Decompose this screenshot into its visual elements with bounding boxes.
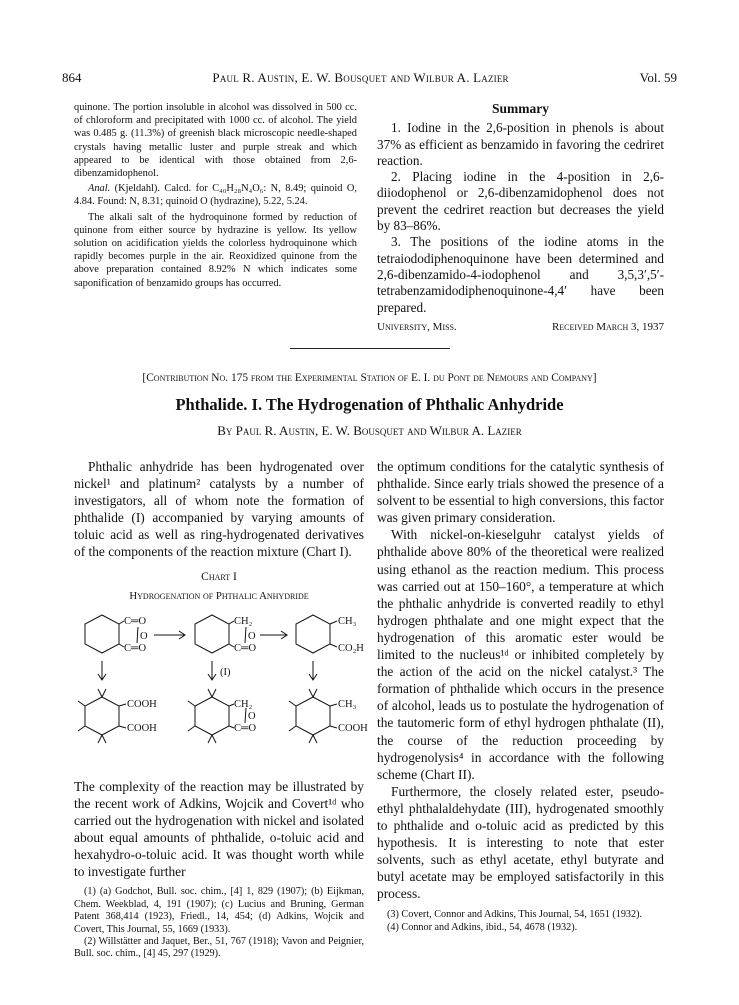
label-cooh-bottom: COOH <box>127 722 157 734</box>
contribution-note: [Contribution No. 175 from the Experimental Station of E. I. du Pont de Nemours and Company] <box>142 372 597 384</box>
summary-item-3: 3. The positions of the iodine atoms in the tetraiododiphenoquinone have been determined and 2,6-dibenzamido-4-iodophenol and 3,5,3′,5′-tetrabenzamidodiphenoquinone-4,4′ have been prepared. <box>377 234 664 315</box>
summary-item-1: 1. Iodine in the 2,6-position in phenols is about 37% as efficient as benzamido in favoring the cedriret reaction. <box>377 120 664 168</box>
page-number: 864 <box>62 70 82 85</box>
label-ch2-1: CH₂ <box>234 615 253 627</box>
label-o-2: O <box>248 630 256 642</box>
ring-hexahydro-1 <box>85 697 119 735</box>
ring-hexahydro-2 <box>195 697 229 735</box>
label-co-bottom-1: C═O <box>124 642 147 654</box>
affiliation: University, Miss. <box>377 320 457 333</box>
catalyst-paragraph: With nickel-on-kieselguhr catalyst yields of phthalide above 80% of the theoretical were realized using ethanol as the reaction medium. This process was carried out at 150–160°, a temperature at which the phthalic anhydride is converted readily to ethyl hydrogen phthalate and one might expect that the hydrogenation of this aromatic ester would be limited to the nucleus¹ᵈ or inhibited completely by the action of the acid on the nickel catalyst.³ The formation of phthalide which occurs in the presence of alcohol, leads us to postulate the hydrogenation of the tautomeric form of ethyl hydrogen phthalate (II), the course of the reduction proceeding by hydrogenolysis⁴ in accordance with the following scheme (Chart II). <box>377 527 664 782</box>
ring-hexahydro-3 <box>296 697 330 735</box>
label-co-bottom-3: C═O <box>234 722 257 734</box>
label-ch3-1: CH₃ <box>338 615 357 627</box>
section-divider <box>290 348 450 349</box>
label-o-3: O <box>248 710 256 722</box>
ring-anhydride <box>85 615 119 653</box>
reaction-diagram <box>74 609 368 772</box>
footnote-3: (3) Covert, Connor and Adkins, This Journal, 54, 1651 (1932). <box>387 909 643 921</box>
footnote-2: (2) Willstätter and Jaquet, Ber., 51, 767 (1918); Vavon and Peignier, Bull. soc. chim., [4] 45, 297 (1929). <box>74 935 364 960</box>
header-authors: Paul R. Austin, E. W. Bousquet and Wilbur A. Lazier <box>212 70 509 85</box>
footnotes-left <box>74 886 364 960</box>
label-co2h: CO₂H <box>338 642 364 654</box>
right-column <box>377 458 664 934</box>
ester-paragraph: Furthermore, the closely related ester, pseudo-ethyl phthalaldehydate (III), hydrogenated smoothly to phthalide and o-toluic acid as predicted by this hypothesis. It is interesting to note that ester solvents, such as ethyl acetate, ethyl butyrate and butyl acetate may be employed satisfactorily in this process. <box>377 783 664 902</box>
affiliation-row <box>377 319 664 335</box>
ring-toluic <box>296 615 330 653</box>
footnote-4: (4) Connor and Adkins, ibid., 54, 4678 (1932). <box>387 921 578 933</box>
label-cooh-top: COOH <box>127 698 157 710</box>
complexity-paragraph: The complexity of the reaction may be illustrated by the recent work of Adkins, Wojcik and Covert¹ᵈ who carried out the hydrogenation with nickel and isolated about equal amounts of phthalide, o-toluic acid and hexahydro-o-toluic acid. It was thought worth while to investigate further <box>74 778 364 880</box>
summary-item-2: 2. Placing iodine in the 4-position in 2,6-diiodophenol or 2,6-dibenzamidophenol does not prevent the cedriret reaction but decreases the yield by 83–86%. <box>377 169 664 234</box>
analysis-label: Anal. <box>88 183 111 195</box>
ring-phthalide <box>195 615 229 653</box>
footnote-1: (1) (a) Godchot, Bull. soc. chim., [4] 1, 829 (1907); (b) Eijkman, Chem. Weekblad, 4, 191 (1907); (c) Lucius and Bruning, German Patent 368,414 (1923), Friedl., 14, 454; (d) Adkins, Wojcik and Covert, This Journal, 55, 1669 (1933). <box>74 886 364 935</box>
label-ch2-2: CH₂ <box>234 698 253 710</box>
label-compound-i: (I) <box>220 666 231 678</box>
running-header <box>62 70 677 88</box>
previous-article-ending <box>74 101 357 290</box>
article-title: Phthalide. I. The Hydrogenation of Phthalic Anhydride <box>175 395 564 414</box>
left-column <box>74 458 368 961</box>
label-co-bottom-2: C═O <box>234 642 257 654</box>
alkali-salt-paragraph: The alkali salt of the hydroquinone formed by reduction of quinone from either source by hydrazine is yellow. Its yellow solution on acidification yields the colorless hydroquinone which rapidly becomes purple in the air. Reoxidized quinone from the above preparation contained 8.92% N which indicates some saponification of benzamido groups has occurred. <box>74 211 357 289</box>
analysis-paragraph <box>74 182 357 208</box>
label-ch3-2: CH₃ <box>338 698 357 710</box>
optimum-paragraph: the optimum conditions for the catalytic synthesis of phthalide. Since early trials showed the presence of a solvent to be essential to high conversions, this factor was given primary consideration. <box>377 459 664 526</box>
label-o-1: O <box>140 630 148 642</box>
label-cooh-3: COOH <box>338 722 368 734</box>
article-byline: By Paul R. Austin, E. W. Bousquet and Wilbur A. Lazier <box>217 423 522 438</box>
chart-title: Chart I <box>201 570 237 583</box>
experimental-paragraph: quinone. The portion insoluble in alcohol was dissolved in 500 cc. of chloroform and precipitated with 1000 cc. of alcohol. The yield was 0.485 g. (11.3%) of greenish black microscopic needle-shaped crystals having metallic luster and purple streak and which appeared to be identical with those obtained from 2,6-dibenzamidophenol. <box>74 102 357 180</box>
chart-subtitle: Hydrogenation of Phthalic Anhydride <box>129 589 309 602</box>
summary-section <box>377 101 664 335</box>
summary-title: Summary <box>492 101 549 116</box>
label-co-top-1: C═O <box>124 615 147 627</box>
footnotes-right <box>377 909 664 934</box>
received-date: Received March 3, 1937 <box>551 320 664 333</box>
intro-paragraph: Phthalic anhydride has been hydrogenated over nickel¹ and platinum² catalysts by a number of investigators, all of whom note the formation of phthalide (I) accompanied by varying amounts of toluic acid as well as ring-hydrogenated derivatives of the components of the reaction mixture (Chart I). <box>74 459 364 560</box>
analysis-text: (Kjeldahl). Calcd. for C₄₀H₂₈N₄O₆: N, 8.49; quinoid O, 4.84. Found: N, 8.31; quinoid O (hydrazine), 5.22, 5.24. <box>74 183 357 208</box>
volume-label: Vol. 59 <box>639 70 677 85</box>
